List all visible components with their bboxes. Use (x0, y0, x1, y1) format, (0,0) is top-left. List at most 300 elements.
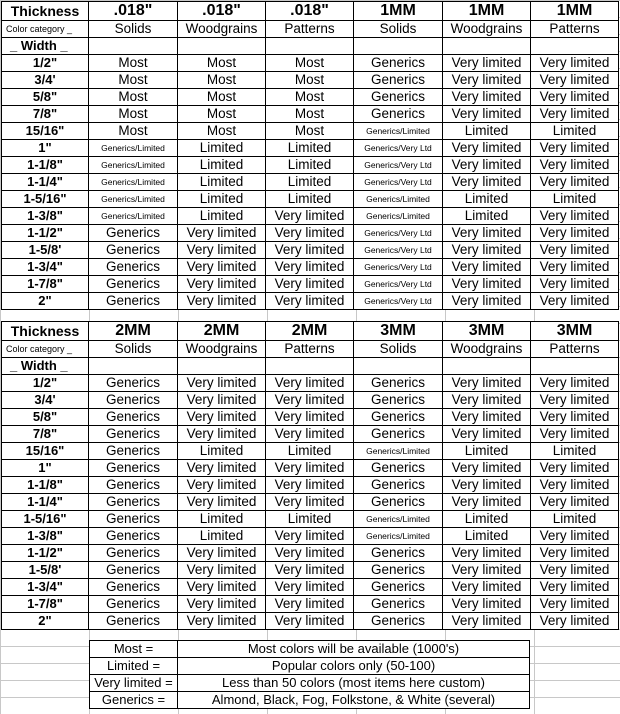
width-cell[interactable]: 15/16" (2, 123, 89, 140)
table-row (2, 225, 619, 242)
availability-cell[interactable]: Limited (178, 174, 266, 191)
table-row (2, 511, 619, 528)
availability-cell[interactable]: Very limited (266, 242, 354, 259)
availability-cell[interactable]: Very limited (531, 106, 619, 123)
availability-cell[interactable]: Very limited (531, 375, 619, 392)
width-cell[interactable]: 1-5/8' (2, 242, 89, 259)
legend-row (90, 692, 530, 709)
availability-cell[interactable]: Limited (178, 208, 266, 225)
availability-cell[interactable]: Generics (354, 562, 443, 579)
availability-cell[interactable]: Very limited (266, 392, 354, 409)
availability-cell[interactable]: Very limited (266, 460, 354, 477)
availability-cell[interactable]: Generics/Very Ltd (354, 259, 443, 276)
availability-cell[interactable]: Very limited (266, 426, 354, 443)
availability-cell[interactable]: Limited (443, 511, 531, 528)
availability-cell[interactable]: Very limited (178, 460, 266, 477)
availability-cell[interactable]: Very limited (531, 208, 619, 225)
availability-cell[interactable]: Generics (89, 293, 178, 310)
width-cell[interactable]: 1-1/4" (2, 494, 89, 511)
thickness-label[interactable]: Thickness (2, 322, 89, 341)
availability-cell[interactable]: Generics (89, 477, 178, 494)
category-row (2, 21, 619, 38)
availability-cell[interactable]: Most (178, 55, 266, 72)
availability-cell[interactable]: Very limited (443, 259, 531, 276)
thickness-cell[interactable]: 1MM (531, 2, 619, 21)
thickness-cell[interactable]: 2MM (266, 322, 354, 341)
availability-cell[interactable]: Generics (354, 613, 443, 630)
availability-cell[interactable]: Generics/Limited (89, 191, 178, 208)
width-cell[interactable]: 7/8" (2, 106, 89, 123)
availability-cell[interactable]: Generics/Very Ltd (354, 276, 443, 293)
availability-cell[interactable]: Limited (443, 528, 531, 545)
empty-cell[interactable] (531, 38, 619, 55)
availability-cell[interactable]: Very limited (178, 579, 266, 596)
table-row (2, 242, 619, 259)
color-category-label[interactable]: Color category _ (2, 341, 89, 358)
availability-cell[interactable]: Very limited (443, 477, 531, 494)
availability-cell[interactable]: Very limited (531, 392, 619, 409)
table-row (2, 375, 619, 392)
availability-cell[interactable]: Generics/Limited (89, 157, 178, 174)
width-cell[interactable]: 1-1/8" (2, 157, 89, 174)
availability-cell[interactable]: Limited (443, 443, 531, 460)
availability-cell[interactable]: Most (266, 106, 354, 123)
availability-cell[interactable]: Generics (354, 477, 443, 494)
availability-cell[interactable]: Generics (354, 392, 443, 409)
table-row (2, 208, 619, 225)
empty-cell[interactable] (89, 38, 178, 55)
availability-cell[interactable]: Generics (89, 528, 178, 545)
availability-cell[interactable]: Very limited (443, 460, 531, 477)
legend-row (90, 658, 530, 675)
availability-cell[interactable]: Most (266, 123, 354, 140)
availability-cell[interactable]: Very limited (531, 174, 619, 191)
thickness-cell[interactable]: 2MM (178, 322, 266, 341)
availability-cell[interactable]: Very limited (443, 225, 531, 242)
legend-term[interactable]: Most = (90, 641, 178, 658)
availability-cell[interactable]: Limited (178, 140, 266, 157)
availability-cell[interactable]: Very limited (531, 276, 619, 293)
width-cell[interactable]: 7/8" (2, 426, 89, 443)
availability-cell[interactable]: Very limited (531, 293, 619, 310)
availability-cell[interactable]: Generics/Very Ltd (354, 225, 443, 242)
availability-cell[interactable]: Limited (266, 511, 354, 528)
legend-term[interactable]: Generics = (90, 692, 178, 709)
availability-cell[interactable]: Most (178, 106, 266, 123)
availability-cell[interactable]: Generics (89, 613, 178, 630)
width-cell[interactable]: 1-1/8" (2, 477, 89, 494)
availability-cell[interactable]: Very limited (178, 477, 266, 494)
table-row (2, 596, 619, 613)
thickness-cell[interactable]: 1MM (354, 2, 443, 21)
availability-cell[interactable]: Very limited (178, 562, 266, 579)
empty-cell[interactable] (178, 38, 266, 55)
availability-cell[interactable]: Very limited (531, 140, 619, 157)
availability-cell[interactable]: Very limited (266, 613, 354, 630)
availability-cell[interactable]: Very limited (266, 528, 354, 545)
width-label[interactable]: _ Width _ (2, 358, 89, 375)
availability-cell[interactable]: Very limited (443, 140, 531, 157)
width-cell[interactable]: 1-7/8" (2, 596, 89, 613)
availability-cell[interactable]: Very limited (266, 225, 354, 242)
table-row (2, 157, 619, 174)
availability-cell[interactable]: Very limited (443, 276, 531, 293)
legend-term[interactable]: Very limited = (90, 675, 178, 692)
legend-definition[interactable]: Popular colors only (50-100) (178, 658, 530, 675)
availability-cell[interactable]: Very limited (266, 545, 354, 562)
availability-cell[interactable]: Limited (178, 528, 266, 545)
category-cell[interactable]: Patterns (531, 21, 619, 38)
availability-cell[interactable]: Limited (178, 511, 266, 528)
availability-cell[interactable]: Very limited (443, 375, 531, 392)
table-row (2, 89, 619, 106)
availability-cell[interactable]: Generics (89, 242, 178, 259)
availability-table-thick (1, 321, 619, 630)
width-cell[interactable]: 5/8" (2, 89, 89, 106)
availability-cell[interactable]: Very limited (531, 460, 619, 477)
width-cell[interactable]: 1-5/8' (2, 562, 89, 579)
availability-cell[interactable]: Generics (354, 494, 443, 511)
availability-cell[interactable]: Limited (266, 157, 354, 174)
availability-cell[interactable]: Most (266, 55, 354, 72)
availability-cell[interactable]: Very limited (266, 477, 354, 494)
availability-cell[interactable]: Generics (354, 55, 443, 72)
availability-cell[interactable]: Very limited (531, 225, 619, 242)
table-row (2, 426, 619, 443)
availability-cell[interactable]: Generics (89, 494, 178, 511)
availability-cell[interactable]: Generics (89, 443, 178, 460)
thickness-cell[interactable]: 3MM (354, 322, 443, 341)
width-cell[interactable]: 3/4' (2, 72, 89, 89)
width-cell[interactable]: 1-1/4" (2, 174, 89, 191)
table-row (2, 191, 619, 208)
availability-cell[interactable]: Very limited (178, 293, 266, 310)
empty-cell[interactable] (89, 358, 178, 375)
availability-cell[interactable]: Generics/Very Ltd (354, 140, 443, 157)
availability-cell[interactable]: Very limited (443, 579, 531, 596)
availability-cell[interactable]: Most (178, 72, 266, 89)
availability-cell[interactable]: Very limited (178, 375, 266, 392)
availability-cell[interactable]: Limited (266, 191, 354, 208)
availability-cell[interactable]: Very limited (443, 426, 531, 443)
category-cell[interactable]: Solids (89, 21, 178, 38)
availability-cell[interactable]: Very limited (266, 259, 354, 276)
table-row (2, 293, 619, 310)
table-row (2, 409, 619, 426)
width-cell[interactable]: 1" (2, 460, 89, 477)
table-row (2, 562, 619, 579)
availability-cell[interactable]: Generics/Limited (89, 208, 178, 225)
availability-table-thin (1, 1, 619, 310)
availability-cell[interactable]: Very limited (443, 409, 531, 426)
availability-cell[interactable]: Generics (89, 579, 178, 596)
availability-cell[interactable]: Limited (443, 208, 531, 225)
availability-cell[interactable]: Very limited (178, 259, 266, 276)
availability-cell[interactable]: Very limited (531, 157, 619, 174)
availability-cell[interactable]: Generics/Very Ltd (354, 157, 443, 174)
availability-cell[interactable]: Limited (531, 511, 619, 528)
category-cell[interactable]: Solids (89, 341, 178, 358)
width-cell[interactable]: 15/16" (2, 443, 89, 460)
table-row (2, 259, 619, 276)
availability-cell[interactable]: Very limited (443, 242, 531, 259)
availability-cell[interactable]: Very limited (443, 596, 531, 613)
category-cell[interactable]: Solids (354, 21, 443, 38)
category-row (2, 341, 619, 358)
table-row (2, 276, 619, 293)
availability-cell[interactable]: Generics (354, 89, 443, 106)
availability-cell[interactable]: Generics (354, 106, 443, 123)
table-row (2, 494, 619, 511)
availability-cell[interactable]: Very limited (531, 72, 619, 89)
availability-cell[interactable]: Generics (354, 409, 443, 426)
table-row (2, 55, 619, 72)
availability-cell[interactable]: Limited (531, 123, 619, 140)
category-cell[interactable]: Woodgrains (178, 21, 266, 38)
availability-cell[interactable]: Very limited (178, 242, 266, 259)
width-cell[interactable]: 5/8" (2, 409, 89, 426)
availability-cell[interactable]: Generics/Very Ltd (354, 242, 443, 259)
availability-cell[interactable]: Most (266, 72, 354, 89)
availability-cell[interactable]: Limited (178, 191, 266, 208)
availability-cell[interactable]: Very limited (531, 562, 619, 579)
availability-cell[interactable]: Generics (354, 375, 443, 392)
width-cell[interactable]: 1-3/8" (2, 528, 89, 545)
width-label[interactable]: _ Width _ (2, 38, 89, 55)
availability-cell[interactable]: Very limited (266, 579, 354, 596)
table-row (2, 460, 619, 477)
availability-cell[interactable]: Very limited (531, 494, 619, 511)
availability-cell[interactable]: Very limited (531, 426, 619, 443)
availability-cell[interactable]: Very limited (443, 613, 531, 630)
legend-table (89, 640, 530, 709)
category-cell[interactable]: Solids (354, 341, 443, 358)
thickness-cell[interactable]: .018" (266, 2, 354, 21)
width-cell[interactable]: 3/4' (2, 392, 89, 409)
width-cell[interactable]: 1-3/8" (2, 208, 89, 225)
legend-definition[interactable]: Almond, Black, Fog, Folkstone, & White (several) (178, 692, 530, 709)
availability-cell[interactable]: Very limited (531, 89, 619, 106)
availability-cell[interactable]: Very limited (178, 596, 266, 613)
availability-cell[interactable]: Very limited (443, 392, 531, 409)
availability-cell[interactable]: Very limited (531, 477, 619, 494)
availability-cell[interactable]: Generics (354, 426, 443, 443)
availability-cell[interactable]: Very limited (178, 392, 266, 409)
width-cell[interactable]: 1-1/2" (2, 225, 89, 242)
availability-cell[interactable]: Most (89, 123, 178, 140)
legend-term[interactable]: Limited = (90, 658, 178, 675)
availability-cell[interactable]: Very limited (443, 72, 531, 89)
availability-cell[interactable]: Generics (89, 511, 178, 528)
availability-cell[interactable]: Generics (89, 409, 178, 426)
empty-cell[interactable] (443, 38, 531, 55)
availability-cell[interactable]: Generics/Limited (354, 443, 443, 460)
availability-cell[interactable]: Generics (89, 596, 178, 613)
availability-cell[interactable]: Very limited (531, 409, 619, 426)
availability-cell[interactable]: Generics/Limited (89, 174, 178, 191)
availability-cell[interactable]: Very limited (531, 259, 619, 276)
availability-cell[interactable]: Very limited (531, 528, 619, 545)
availability-cell[interactable]: Generics (89, 259, 178, 276)
thickness-label[interactable]: Thickness (2, 2, 89, 21)
width-label-row (2, 38, 619, 55)
legend-row (90, 675, 530, 692)
width-cell[interactable]: 1-3/4" (2, 579, 89, 596)
availability-cell[interactable]: Generics (354, 72, 443, 89)
category-cell[interactable]: Patterns (531, 341, 619, 358)
availability-cell[interactable]: Generics (89, 375, 178, 392)
category-cell[interactable]: Woodgrains (443, 341, 531, 358)
availability-cell[interactable]: Generics/Limited (354, 511, 443, 528)
availability-cell[interactable]: Limited (443, 191, 531, 208)
availability-cell[interactable]: Most (266, 89, 354, 106)
thickness-cell[interactable]: .018" (89, 2, 178, 21)
availability-cell[interactable]: Limited (178, 157, 266, 174)
availability-cell[interactable]: Generics/Limited (354, 528, 443, 545)
availability-cell[interactable]: Most (89, 106, 178, 123)
width-cell[interactable]: 1-5/16" (2, 511, 89, 528)
availability-cell[interactable]: Very limited (443, 174, 531, 191)
empty-cell[interactable] (443, 358, 531, 375)
availability-cell[interactable]: Generics/Very Ltd (354, 293, 443, 310)
availability-cell[interactable]: Very limited (531, 242, 619, 259)
availability-cell[interactable]: Generics (354, 579, 443, 596)
table-row (2, 545, 619, 562)
width-cell[interactable]: 1-7/8" (2, 276, 89, 293)
availability-cell[interactable]: Limited (266, 443, 354, 460)
availability-cell[interactable]: Most (178, 123, 266, 140)
availability-cell[interactable]: Generics (89, 545, 178, 562)
table-row (2, 613, 619, 630)
availability-cell[interactable]: Very limited (266, 293, 354, 310)
availability-cell[interactable]: Very limited (443, 562, 531, 579)
availability-cell[interactable]: Limited (178, 443, 266, 460)
empty-cell[interactable] (178, 358, 266, 375)
availability-cell[interactable]: Generics/Limited (354, 191, 443, 208)
availability-cell[interactable]: Generics (89, 426, 178, 443)
availability-cell[interactable]: Generics (89, 392, 178, 409)
availability-cell[interactable]: Generics (89, 276, 178, 293)
table-row (2, 72, 619, 89)
availability-cell[interactable]: Very limited (266, 276, 354, 293)
thickness-row (2, 2, 619, 21)
availability-cell[interactable]: Very limited (178, 225, 266, 242)
category-cell[interactable]: Patterns (266, 341, 354, 358)
availability-cell[interactable]: Generics/Very Ltd (354, 174, 443, 191)
availability-cell[interactable]: Very limited (531, 579, 619, 596)
availability-cell[interactable]: Very limited (531, 596, 619, 613)
thickness-cell[interactable]: 2MM (89, 322, 178, 341)
availability-cell[interactable]: Very limited (178, 613, 266, 630)
availability-cell[interactable]: Very limited (266, 494, 354, 511)
availability-cell[interactable]: Very limited (266, 375, 354, 392)
availability-cell[interactable]: Limited (531, 443, 619, 460)
availability-cell[interactable]: Generics/Limited (354, 123, 443, 140)
availability-cell[interactable]: Limited (266, 140, 354, 157)
category-cell[interactable]: Woodgrains (443, 21, 531, 38)
category-cell[interactable]: Woodgrains (178, 341, 266, 358)
availability-cell[interactable]: Generics (354, 460, 443, 477)
availability-cell[interactable]: Very limited (443, 106, 531, 123)
width-cell[interactable]: 1-5/16" (2, 191, 89, 208)
availability-cell[interactable]: Very limited (443, 89, 531, 106)
width-cell[interactable]: 1/2" (2, 55, 89, 72)
availability-cell[interactable]: Very limited (178, 494, 266, 511)
availability-cell[interactable]: Generics (89, 562, 178, 579)
color-category-label[interactable]: Color category _ (2, 21, 89, 38)
empty-cell[interactable] (266, 38, 354, 55)
width-cell[interactable]: 1/2" (2, 375, 89, 392)
category-cell[interactable]: Patterns (266, 21, 354, 38)
table-row (2, 140, 619, 157)
availability-cell[interactable]: Generics/Limited (89, 140, 178, 157)
availability-cell[interactable]: Very limited (443, 55, 531, 72)
table-row (2, 392, 619, 409)
availability-cell[interactable]: Limited (531, 191, 619, 208)
availability-cell[interactable]: Generics (89, 225, 178, 242)
thickness-cell[interactable]: .018" (178, 2, 266, 21)
empty-cell[interactable] (354, 358, 443, 375)
availability-cell[interactable]: Most (89, 55, 178, 72)
availability-cell[interactable]: Most (178, 89, 266, 106)
width-cell[interactable]: 1" (2, 140, 89, 157)
availability-cell[interactable]: Generics (89, 460, 178, 477)
availability-cell[interactable]: Very limited (178, 276, 266, 293)
availability-cell[interactable]: Very limited (443, 494, 531, 511)
availability-cell[interactable]: Very limited (178, 545, 266, 562)
availability-cell[interactable]: Very limited (266, 562, 354, 579)
availability-cell[interactable]: Limited (443, 123, 531, 140)
availability-cell[interactable]: Limited (266, 174, 354, 191)
thickness-cell[interactable]: 1MM (443, 2, 531, 21)
availability-cell[interactable]: Generics (354, 596, 443, 613)
table-row (2, 477, 619, 494)
empty-cell[interactable] (531, 358, 619, 375)
empty-cell[interactable] (354, 38, 443, 55)
legend-definition[interactable]: Less than 50 colors (most items here custom) (178, 675, 530, 692)
availability-cell[interactable]: Very limited (443, 157, 531, 174)
availability-cell[interactable]: Very limited (531, 613, 619, 630)
availability-cell[interactable]: Very limited (531, 55, 619, 72)
availability-cell[interactable]: Most (89, 72, 178, 89)
table-row (2, 443, 619, 460)
width-cell[interactable]: 1-3/4" (2, 259, 89, 276)
availability-cell[interactable]: Very limited (531, 545, 619, 562)
availability-cell[interactable]: Very limited (443, 545, 531, 562)
availability-cell[interactable]: Generics (354, 545, 443, 562)
legend-definition[interactable]: Most colors will be available (1000's) (178, 641, 530, 658)
availability-cell[interactable]: Very limited (266, 208, 354, 225)
availability-cell[interactable]: Very limited (443, 293, 531, 310)
availability-cell[interactable]: Most (89, 89, 178, 106)
legend-row (90, 641, 530, 658)
thickness-cell[interactable]: 3MM (443, 322, 531, 341)
width-cell[interactable]: 2" (2, 613, 89, 630)
width-cell[interactable]: 2" (2, 293, 89, 310)
width-cell[interactable]: 1-1/2" (2, 545, 89, 562)
availability-cell[interactable]: Very limited (178, 409, 266, 426)
availability-cell[interactable]: Very limited (178, 426, 266, 443)
availability-cell[interactable]: Very limited (266, 596, 354, 613)
availability-cell[interactable]: Generics/Limited (354, 208, 443, 225)
availability-cell[interactable]: Very limited (266, 409, 354, 426)
table-row (2, 123, 619, 140)
table-row (2, 528, 619, 545)
table-row (2, 106, 619, 123)
table-row (2, 579, 619, 596)
thickness-cell[interactable]: 3MM (531, 322, 619, 341)
empty-cell[interactable] (266, 358, 354, 375)
